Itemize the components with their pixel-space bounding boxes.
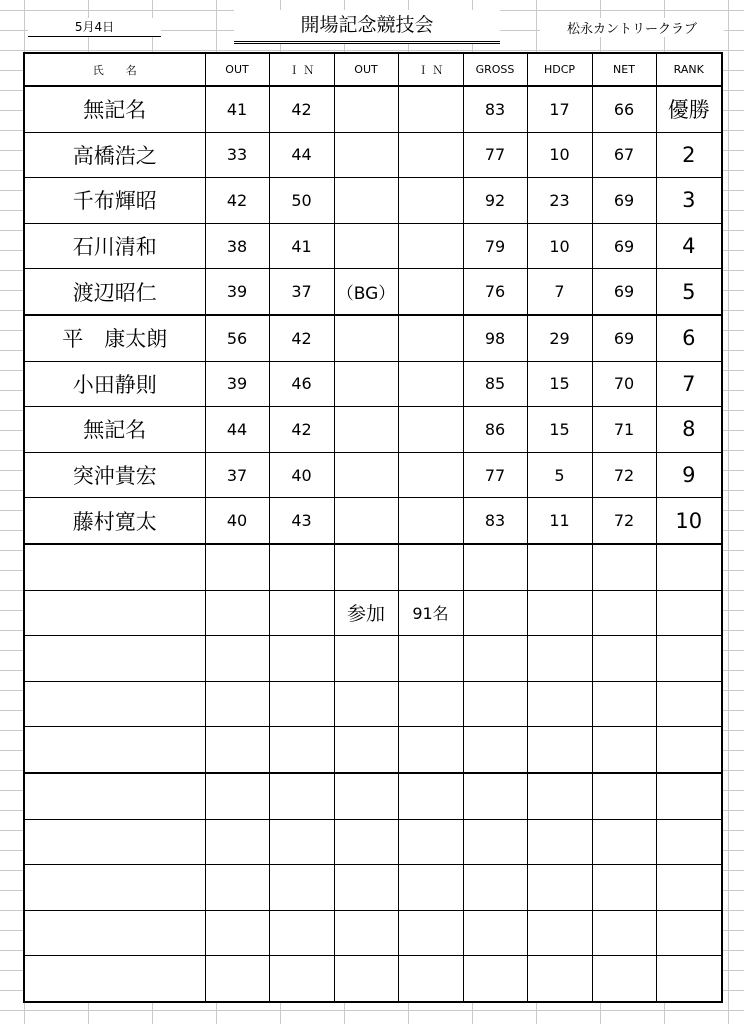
table-row: [24, 452, 722, 498]
column-header-hdcp: HDCP: [527, 53, 592, 86]
gross-score-cell: 83: [463, 86, 527, 132]
in-score-cell: 50: [269, 178, 334, 224]
gross-score-cell: 77: [463, 132, 527, 178]
out-score-cell: 56: [205, 315, 269, 361]
handicap-cell: [527, 819, 592, 865]
out-score-2-cell: [334, 223, 398, 269]
in-score-2-cell: [398, 910, 463, 956]
out-score-cell: [205, 727, 269, 773]
handicap-cell: 5: [527, 452, 592, 498]
player-name-cell: 高橋浩之: [24, 132, 205, 178]
gross-score-cell: 86: [463, 407, 527, 453]
out-score-cell: 44: [205, 407, 269, 453]
in-score-2-cell: [398, 315, 463, 361]
out-score-2-cell: [334, 956, 398, 1002]
net-score-cell: [592, 819, 656, 865]
out-score-2-cell: [334, 773, 398, 819]
net-score-cell: 69: [592, 315, 656, 361]
rank-cell: [656, 590, 722, 636]
rank-cell: 9: [656, 452, 722, 498]
column-header-rank: RANK: [656, 53, 722, 86]
handicap-cell: 11: [527, 498, 592, 544]
table-row: [24, 681, 722, 727]
table-row: [24, 819, 722, 865]
gross-score-cell: [463, 956, 527, 1002]
gross-score-cell: [463, 590, 527, 636]
net-score-cell: 70: [592, 361, 656, 407]
in-score-cell: [269, 865, 334, 911]
table-row: [24, 315, 722, 361]
out-score-2-cell: [334, 315, 398, 361]
table-row: [24, 910, 722, 956]
handicap-cell: 17: [527, 86, 592, 132]
out-score-2-cell: [334, 407, 398, 453]
table-row: [24, 269, 722, 315]
gross-score-cell: [463, 727, 527, 773]
handicap-cell: [527, 681, 592, 727]
in-score-2-cell: 91名: [398, 590, 463, 636]
player-name-cell: 藤村寛太: [24, 498, 205, 544]
in-score-2-cell: [398, 956, 463, 1002]
rank-cell: [656, 819, 722, 865]
in-score-cell: 44: [269, 132, 334, 178]
player-name-cell: [24, 910, 205, 956]
in-score-cell: 41: [269, 223, 334, 269]
out-score-2-cell: （BG）: [334, 269, 398, 315]
player-name-cell: 渡辺昭仁: [24, 269, 205, 315]
rank-cell: [656, 636, 722, 682]
results-table: [23, 52, 723, 1003]
out-score-2-cell: [334, 865, 398, 911]
net-score-cell: [592, 636, 656, 682]
rank-cell: 3: [656, 178, 722, 224]
out-score-cell: 41: [205, 86, 269, 132]
handicap-cell: [527, 865, 592, 911]
gross-score-cell: 98: [463, 315, 527, 361]
handicap-cell: [527, 956, 592, 1002]
in-score-2-cell: [398, 269, 463, 315]
in-score-cell: 42: [269, 86, 334, 132]
in-score-cell: 42: [269, 407, 334, 453]
player-name-cell: 無記名: [24, 86, 205, 132]
table-row: [24, 727, 722, 773]
rank-cell: 10: [656, 498, 722, 544]
out-score-2-cell: [334, 681, 398, 727]
out-score-cell: 33: [205, 132, 269, 178]
rank-cell: 2: [656, 132, 722, 178]
out-score-2-cell: [334, 910, 398, 956]
player-name-cell: [24, 956, 205, 1002]
handicap-cell: 23: [527, 178, 592, 224]
handicap-cell: 7: [527, 269, 592, 315]
gross-score-cell: 76: [463, 269, 527, 315]
column-header-in-2: Ｉ Ｎ: [398, 53, 463, 86]
in-score-cell: [269, 727, 334, 773]
player-name-cell: [24, 819, 205, 865]
out-score-cell: [205, 910, 269, 956]
out-score-cell: [205, 819, 269, 865]
handicap-cell: [527, 544, 592, 590]
in-score-cell: [269, 681, 334, 727]
column-header-net: NET: [592, 53, 656, 86]
rank-cell: 優勝: [656, 86, 722, 132]
out-score-2-cell: [334, 498, 398, 544]
in-score-cell: [269, 773, 334, 819]
table-row: [24, 361, 722, 407]
player-name-cell: [24, 544, 205, 590]
rank-cell: [656, 910, 722, 956]
rank-cell: 4: [656, 223, 722, 269]
out-score-cell: 38: [205, 223, 269, 269]
out-score-2-cell: [334, 132, 398, 178]
table-row: [24, 407, 722, 453]
handicap-cell: [527, 773, 592, 819]
player-name-cell: [24, 636, 205, 682]
out-score-2-cell: [334, 452, 398, 498]
in-score-2-cell: [398, 452, 463, 498]
handicap-cell: 10: [527, 223, 592, 269]
player-name-cell: [24, 865, 205, 911]
gross-score-cell: [463, 636, 527, 682]
gross-score-cell: [463, 544, 527, 590]
in-score-cell: [269, 819, 334, 865]
gross-score-cell: [463, 773, 527, 819]
out-score-cell: [205, 956, 269, 1002]
table-row: [24, 956, 722, 1002]
net-score-cell: 69: [592, 223, 656, 269]
rank-cell: [656, 956, 722, 1002]
in-score-cell: 40: [269, 452, 334, 498]
rank-cell: [656, 773, 722, 819]
table-row: [24, 773, 722, 819]
table-header-row: [24, 53, 722, 86]
gross-score-cell: 83: [463, 498, 527, 544]
handicap-cell: 15: [527, 361, 592, 407]
club-name: 松永カントリークラブ: [540, 18, 724, 37]
net-score-cell: 66: [592, 86, 656, 132]
table-row: [24, 178, 722, 224]
gross-score-cell: 85: [463, 361, 527, 407]
rank-cell: 6: [656, 315, 722, 361]
player-name-cell: [24, 773, 205, 819]
table-row: [24, 132, 722, 178]
rank-cell: [656, 681, 722, 727]
out-score-2-cell: [334, 86, 398, 132]
gross-score-cell: 77: [463, 452, 527, 498]
out-score-cell: [205, 865, 269, 911]
player-name-cell: 突沖貴宏: [24, 452, 205, 498]
out-score-cell: [205, 773, 269, 819]
table-row: [24, 86, 722, 132]
handicap-cell: [527, 727, 592, 773]
net-score-cell: 69: [592, 178, 656, 224]
gross-score-cell: [463, 681, 527, 727]
in-score-2-cell: [398, 773, 463, 819]
in-score-2-cell: [398, 361, 463, 407]
player-name-cell: 石川清和: [24, 223, 205, 269]
in-score-2-cell: [398, 223, 463, 269]
net-score-cell: [592, 590, 656, 636]
out-score-cell: 37: [205, 452, 269, 498]
out-score-cell: 39: [205, 361, 269, 407]
in-score-cell: 46: [269, 361, 334, 407]
out-score-cell: [205, 544, 269, 590]
table-row: [24, 498, 722, 544]
handicap-cell: 15: [527, 407, 592, 453]
net-score-cell: [592, 727, 656, 773]
table-row: [24, 223, 722, 269]
gross-score-cell: [463, 865, 527, 911]
rank-cell: 8: [656, 407, 722, 453]
in-score-2-cell: [398, 407, 463, 453]
out-score-2-cell: [334, 636, 398, 682]
handicap-cell: [527, 636, 592, 682]
rank-cell: [656, 544, 722, 590]
gross-score-cell: [463, 910, 527, 956]
table-row: [24, 865, 722, 911]
column-header-out: OUT: [205, 53, 269, 86]
in-score-cell: [269, 910, 334, 956]
table-row: [24, 544, 722, 590]
out-score-cell: 39: [205, 269, 269, 315]
in-score-2-cell: [398, 819, 463, 865]
player-name-cell: 小田静則: [24, 361, 205, 407]
out-score-cell: [205, 590, 269, 636]
gross-score-cell: [463, 819, 527, 865]
net-score-cell: 72: [592, 498, 656, 544]
out-score-cell: [205, 636, 269, 682]
out-score-2-cell: [334, 544, 398, 590]
in-score-2-cell: [398, 727, 463, 773]
rank-cell: 5: [656, 269, 722, 315]
net-score-cell: [592, 681, 656, 727]
out-score-cell: 42: [205, 178, 269, 224]
rank-cell: [656, 727, 722, 773]
out-score-2-cell: [334, 178, 398, 224]
net-score-cell: 71: [592, 407, 656, 453]
table-row: [24, 636, 722, 682]
net-score-cell: [592, 544, 656, 590]
rank-cell: 7: [656, 361, 722, 407]
out-score-2-cell: [334, 727, 398, 773]
net-score-cell: [592, 773, 656, 819]
in-score-2-cell: [398, 636, 463, 682]
in-score-2-cell: [398, 132, 463, 178]
in-score-2-cell: [398, 498, 463, 544]
handicap-cell: 29: [527, 315, 592, 361]
in-score-2-cell: [398, 544, 463, 590]
in-score-cell: [269, 544, 334, 590]
column-header-in: Ｉ Ｎ: [269, 53, 334, 86]
in-score-cell: 43: [269, 498, 334, 544]
in-score-2-cell: [398, 86, 463, 132]
net-score-cell: [592, 956, 656, 1002]
in-score-cell: [269, 956, 334, 1002]
table-row: [24, 590, 722, 636]
in-score-2-cell: [398, 178, 463, 224]
handicap-cell: [527, 590, 592, 636]
player-name-cell: 無記名: [24, 407, 205, 453]
handicap-cell: [527, 910, 592, 956]
in-score-cell: 42: [269, 315, 334, 361]
column-header-out-2: OUT: [334, 53, 398, 86]
column-header-name: 氏 名: [24, 53, 205, 86]
column-header-gross: GROSS: [463, 53, 527, 86]
out-score-2-cell: 参加: [334, 590, 398, 636]
net-score-cell: 72: [592, 452, 656, 498]
handicap-cell: 10: [527, 132, 592, 178]
in-score-2-cell: [398, 681, 463, 727]
player-name-cell: [24, 590, 205, 636]
rank-cell: [656, 865, 722, 911]
player-name-cell: 平 康太朗: [24, 315, 205, 361]
player-name-cell: 千布輝昭: [24, 178, 205, 224]
in-score-cell: [269, 590, 334, 636]
gross-score-cell: 79: [463, 223, 527, 269]
event-date: 5月4日: [28, 18, 161, 37]
in-score-cell: 37: [269, 269, 334, 315]
net-score-cell: [592, 910, 656, 956]
out-score-cell: 40: [205, 498, 269, 544]
player-name-cell: [24, 727, 205, 773]
net-score-cell: 69: [592, 269, 656, 315]
table-body: [24, 86, 722, 1002]
page-title: 開場記念競技会: [234, 10, 500, 44]
net-score-cell: 67: [592, 132, 656, 178]
out-score-2-cell: [334, 361, 398, 407]
in-score-2-cell: [398, 865, 463, 911]
net-score-cell: [592, 865, 656, 911]
player-name-cell: [24, 681, 205, 727]
out-score-cell: [205, 681, 269, 727]
in-score-cell: [269, 636, 334, 682]
gross-score-cell: 92: [463, 178, 527, 224]
out-score-2-cell: [334, 819, 398, 865]
